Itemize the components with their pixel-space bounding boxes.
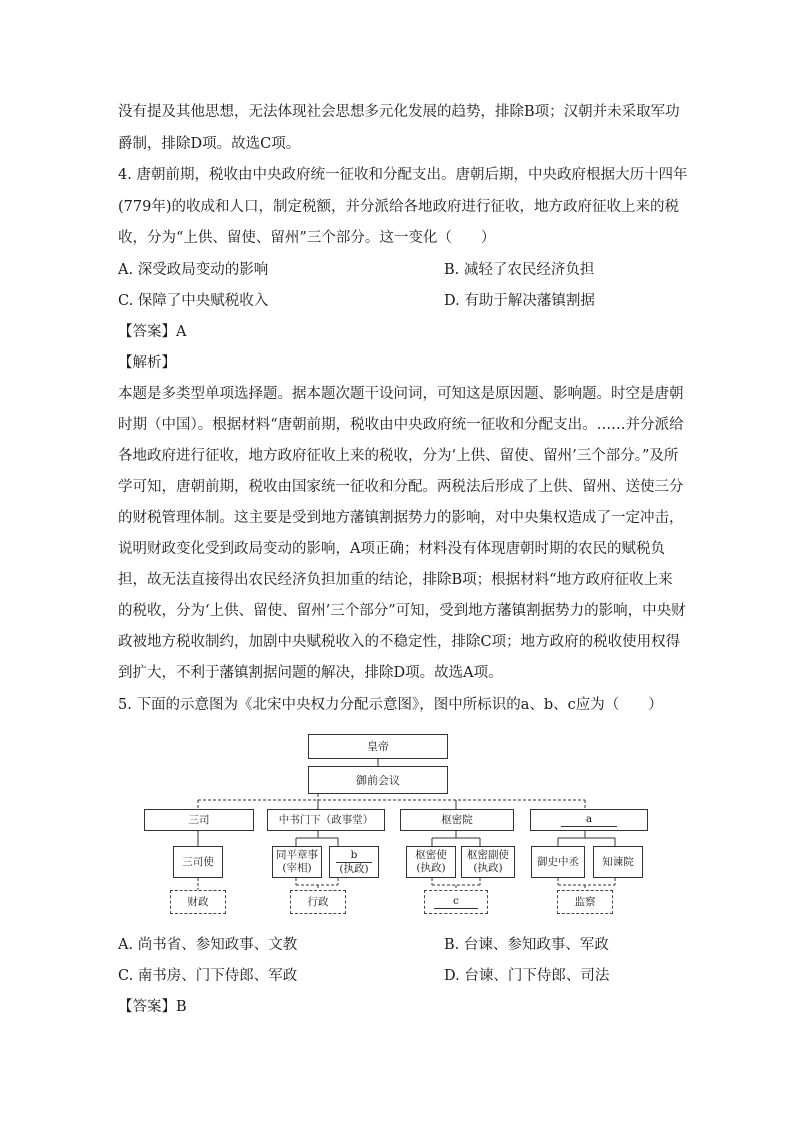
council-box: 御前会议: [308, 766, 448, 794]
shumishi-box: [406, 846, 456, 878]
tongping-sub: (宰相): [282, 862, 312, 874]
analysis-line: 到扩大，不利于藩镇割据问题的解决，排除D项。故选A项。: [118, 665, 503, 681]
yushi-box: 御史中丞: [531, 846, 585, 878]
text-line: 爵制，排除D项。故选C项。: [118, 136, 301, 152]
analysis-line: 的财税管理体制。这主要是受到地方藩镇割据势力的影响，对中央集权造成了一定冲击，: [118, 510, 684, 526]
q5-option-c: C. 南书房、门下侍郎、军政: [118, 968, 298, 984]
emperor-box: 皇帝: [308, 734, 448, 759]
q4-analysis-heading: 【解析】: [118, 355, 176, 371]
text-line: 没有提及其他思想，无法体现社会思想多元化发展的趋势，排除B项；汉朝并未采取军功: [118, 104, 680, 120]
shumishi-label: 枢密使: [415, 849, 447, 861]
fushi-box: [461, 846, 515, 878]
analysis-line: 各地政府进行征收，地方政府征收上来的税收，分为‘上供、留使、留州’三个部分。”及所: [118, 448, 679, 464]
xingzheng-box: 行政: [290, 890, 346, 914]
shumishi-sub: (执政): [416, 862, 446, 874]
q5-option-d: D. 台谏、门下侍郎、司法: [444, 968, 610, 984]
analysis-line: 学可知，唐朝前期，税收由国家统一征收和分配。两税法后形成了上供、留州、送使三分: [118, 479, 684, 495]
jianyuan-box: 知谏院: [593, 846, 643, 878]
q5-option-a: A. 尚书省、参知政事、文教: [118, 937, 298, 953]
caizheng-box: 财政: [170, 890, 226, 914]
sansi-box: 三司: [144, 809, 254, 831]
c-box: [424, 890, 488, 914]
question-4-stem: 4. 唐朝前期，税收由中央政府统一征收和分配支出。唐朝后期，中央政府根据大历十四年: [118, 167, 688, 183]
b-sub: (执政): [339, 862, 369, 875]
analysis-line: 本题是多类型单项选择题。据本题次题干设问词，可知这是原因题、影响题。时空是唐朝: [118, 386, 684, 402]
zhongshu-box: 中书门下（政事堂）: [267, 809, 385, 831]
question-4-stem: 收，分为“上供、留使、留州”三个部分。这一变化（ ）: [118, 230, 496, 246]
question-4-stem: (779年)的收成和人口，制定税额，并分派给各地政府进行征收，地方政府征收上来的税: [118, 199, 679, 215]
shumi-box: 枢密院: [400, 809, 514, 831]
analysis-line: 说明财政变化受到政局变动的影响，A项正确；材料没有体现唐朝时期的农民的赋税负: [118, 541, 665, 557]
analysis-line: 担，故无法直接得出农民经济负担加重的结论，排除B项；根据材料“地方政府征收上来: [118, 572, 673, 588]
analysis-line: 的税收，分为‘上供、留使、留州’三个部分”可知，受到地方藩镇割据势力的影响，中央财: [118, 603, 686, 619]
q4-option-c: C. 保障了中央赋税收入: [118, 293, 269, 309]
blank-c: c: [434, 895, 478, 909]
q4-answer: 【答案】A: [118, 324, 187, 340]
q4-option-a: A. 深受政局变动的影响: [118, 262, 269, 278]
q5-answer: 【答案】B: [118, 999, 187, 1015]
sansishi-box: 三司使: [173, 846, 223, 878]
blank-b: b: [336, 849, 372, 863]
analysis-line: 时期（中国）。根据材料“唐朝前期，税收由中央政府统一征收和分配支出。……并分派给: [118, 417, 684, 433]
q5-option-b: B. 台谏、参知政事、军政: [444, 937, 609, 953]
power-distribution-diagram: [140, 728, 660, 920]
analysis-line: 政被地方税收制约，加剧中央赋税收入的不稳定性，排除C项；地方政府的税收使用权得: [118, 634, 681, 650]
fushi-label: 枢密副使: [467, 849, 509, 861]
tongping-label: 同平章事: [276, 849, 318, 861]
fushi-sub: (执政): [473, 862, 503, 874]
q4-option-b: B. 减轻了农民经济负担: [444, 262, 595, 278]
blank-a: a: [561, 813, 617, 827]
question-5-stem: 5. 下面的示意图为《北宋中央权力分配示意图》，图中所标识的a、b、c应为（ ）: [118, 697, 663, 713]
tongping-box: [272, 846, 322, 878]
q4-option-d: D. 有助于解决藩镇割据: [444, 293, 595, 309]
jiancha-box: 监察: [557, 890, 613, 914]
a-box: [530, 809, 648, 831]
b-box: [329, 846, 379, 878]
